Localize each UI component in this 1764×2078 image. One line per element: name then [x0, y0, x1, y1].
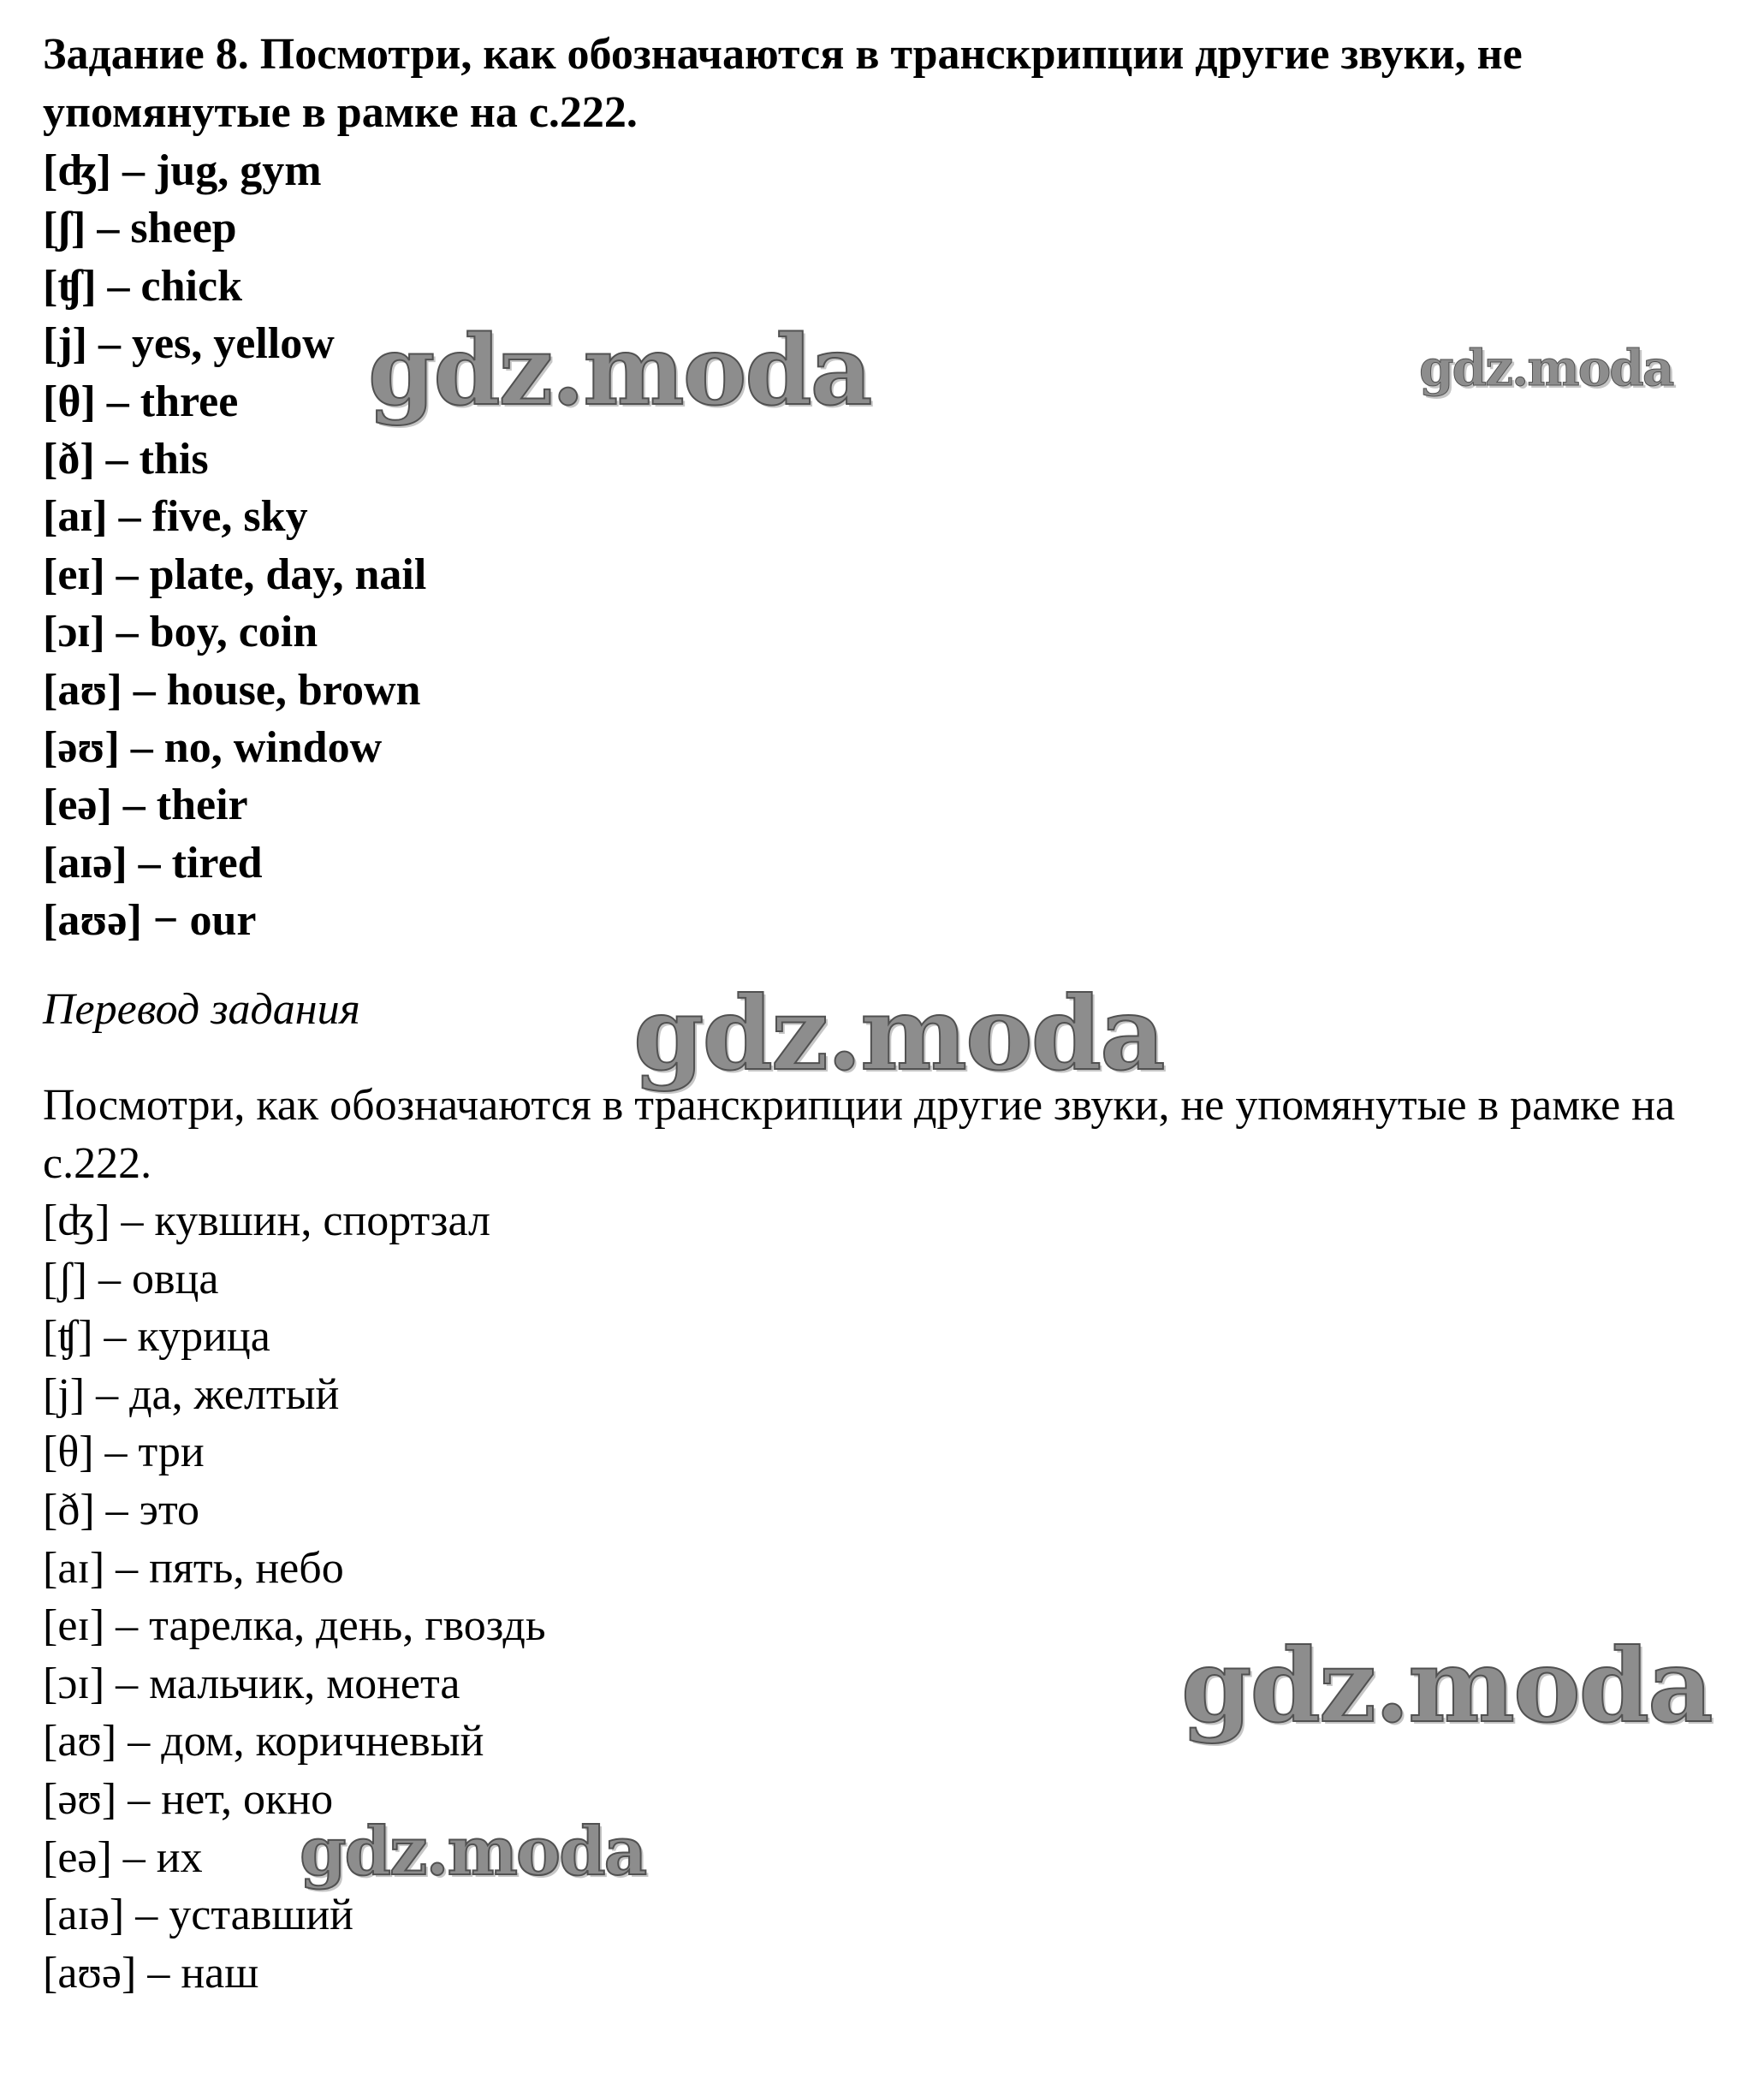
watermark: gdz.moda — [368, 315, 871, 427]
task-sound-item: [j] – yes, yellow — [43, 319, 335, 369]
task-sound-item: [əʊ] – no, window — [43, 722, 383, 772]
task-sound-item: [ʤ] – jug, gym — [43, 146, 322, 195]
watermark: gdz.moda — [633, 974, 1164, 1093]
task-sound-list — [43, 142, 426, 949]
watermark: gdz.moda — [300, 1813, 646, 1891]
translation-sound-item: [aɪ] – пять, небо — [43, 1543, 344, 1593]
translation-sound-item: [əʊ] – нет, окно — [43, 1774, 334, 1824]
task-sound-item: [aʊ] – house, brown — [43, 665, 421, 715]
translation-label: Перевод задания — [43, 985, 360, 1034]
translation-sound-item: [aʊə] – наш — [43, 1948, 259, 1998]
translation-sound-item: [eə] – их — [43, 1832, 203, 1882]
task-sound-item: [θ] – three — [43, 377, 239, 426]
task-sound-item: [eə] – their — [43, 781, 248, 830]
translation-sound-item: [eɪ] – тарелка, день, гвоздь — [43, 1601, 546, 1651]
translation-text: Посмотри, как обозначаются в транскрипции другие звуки, не упомянутые в рамке на с.222. — [43, 1081, 1676, 1188]
task-sound-item: [aɪə] – tired — [43, 838, 263, 888]
translation-sound-item: [ʤ] – кувшин, спортзал — [43, 1196, 490, 1245]
translation-sound-item: [ʃ] – овца — [43, 1254, 219, 1303]
translation-sound-item: [θ] – три — [43, 1428, 205, 1477]
translation-sound-item: [j] – да, желтый — [43, 1369, 340, 1419]
task-sound-item: [aɪ] – five, sky — [43, 492, 308, 542]
translation-sound-item: [aʊ] – дом, коричневый — [43, 1717, 484, 1766]
watermark: gdz.moda — [1181, 1626, 1712, 1745]
task-sound-item: [ʃ] – sheep — [43, 204, 237, 253]
task-sound-item: [ʧ] – chick — [43, 261, 242, 311]
task-heading: Задание 8. Посмотри, как обозначаются в транскрипции другие звуки, не упомянутые в рамке на с.222. — [43, 30, 1523, 137]
translation-sound-item: [ʧ] – курица — [43, 1312, 270, 1362]
translation-sound-item: [ɔɪ] – мальчик, монета — [43, 1659, 460, 1708]
translation-sound-item: [aɪə] – уставший — [43, 1891, 354, 1940]
task-sound-item: [aʊə] − our — [43, 896, 257, 946]
translation-sound-item: [ð] – это — [43, 1485, 199, 1535]
task-sound-item: [ð] – this — [43, 434, 209, 484]
watermark: gdz.moda — [1419, 339, 1673, 397]
task-sound-item: [ɔɪ] – boy, coin — [43, 608, 318, 657]
task-sound-item: [eɪ] – plate, day, nail — [43, 549, 427, 599]
